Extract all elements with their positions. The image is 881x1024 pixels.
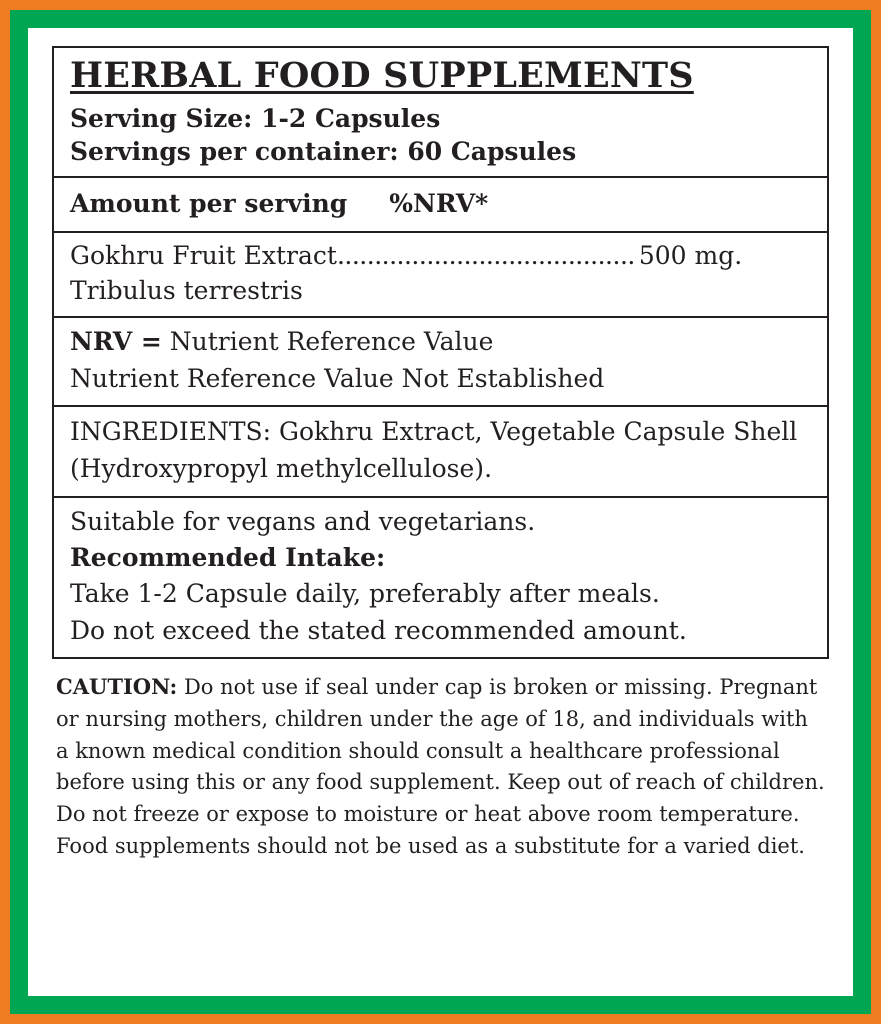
serving-size-line: Serving Size: 1-2 Capsules [70,104,441,134]
servings-per-container-line: Servings per container: 60 Capsules [70,137,577,167]
ingredient-leader-dots: ........................................ [336,241,635,271]
nrv-definition-line [70,324,811,360]
amount-per-serving-header: Amount per serving [70,189,348,219]
caution-paragraph-2: Do not freeze or expose to moisture or heat above room temperature. [56,802,800,827]
caution-block [52,659,829,863]
header-row [54,48,827,178]
nrv-header: %NRV* [389,189,489,219]
page-title: HERBAL FOOD SUPPLEMENTS [70,55,694,96]
supplement-facts-box [52,46,829,659]
caution-label: CAUTION: [56,673,178,699]
ingredient-latin-name: Tribulus terrestris [70,275,303,305]
amount-header-row [54,178,827,233]
nrv-abbreviation: NRV = [70,327,162,357]
ingredient-row [54,233,827,318]
nrv-not-established-line: Nutrient Reference Value Not Established [70,363,605,393]
nrv-definition-text: Nutrient Reference Value [161,327,494,357]
supplement-label-green-border [10,10,871,1014]
caution-text-1: Do not use if seal under cap is broken or missing. Pregnant or nursing mothers, children under the age of 18, and individuals with a known medical condition should consult a healthcare professional before using this or any food supplement. Keep out of reach of children. [56,674,825,795]
caution-paragraph-3: Food supplements should not be used as a substitute for a varied diet. [56,834,805,859]
ingredient-amount: 500 mg. [638,241,743,271]
caution-paragraph-1 [56,671,825,800]
recommended-intake-heading: Recommended Intake: [70,543,386,572]
vegan-suitability-line: Suitable for vegans and vegetarians. [70,506,536,536]
nrv-definition-row [54,318,827,407]
ingredients-text: INGREDIENTS: Gokhru Extract, Vegetable Capsule Shell (Hydroxypropyl methylcellulose). [70,416,798,484]
supplement-label-panel [28,28,853,996]
intake-instruction-line-1: Take 1-2 Capsule daily, preferably after meals. [70,579,660,609]
ingredients-row [54,407,827,498]
usage-row [54,498,827,657]
intake-instruction-line-2: Do not exceed the stated recommended amount. [70,615,687,645]
ingredient-name: Gokhru Fruit Extract [70,241,337,271]
